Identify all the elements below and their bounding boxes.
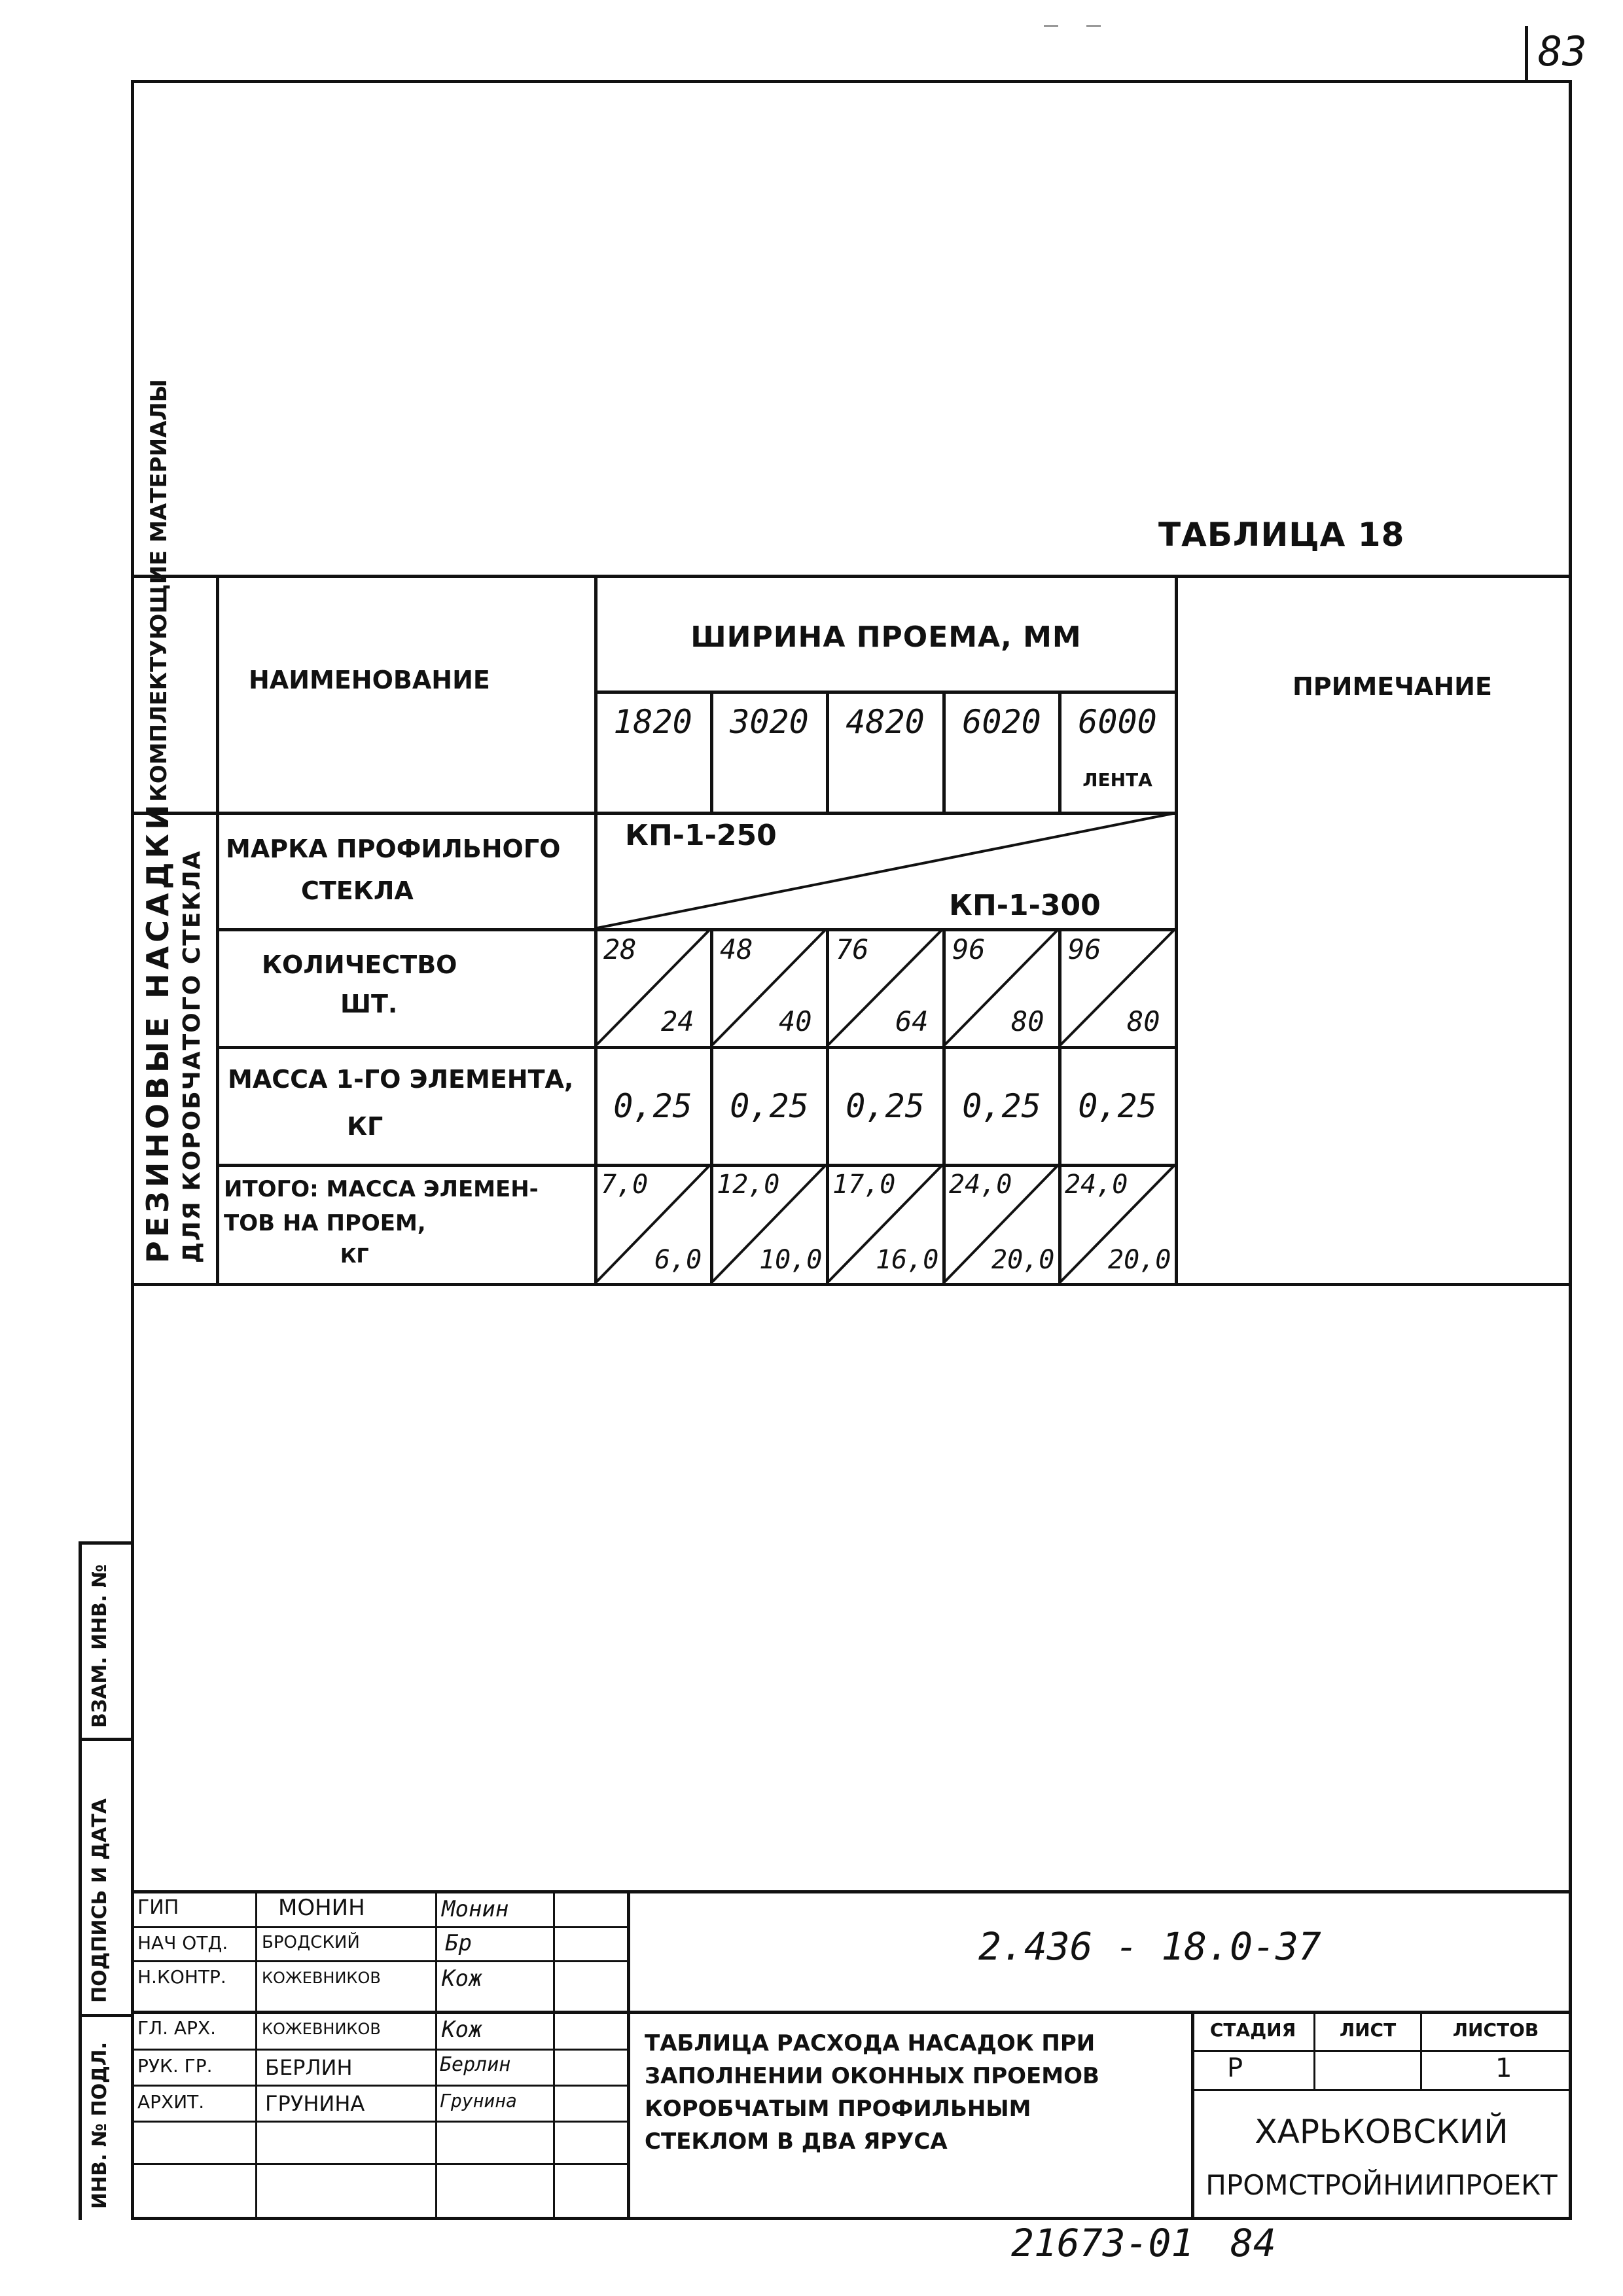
name-gl-arh: КОЖЕВНИКОВ bbox=[262, 2020, 381, 2038]
role-n-kontr: Н.КОНТР. bbox=[137, 1966, 226, 1988]
name-nach-otd: БРОДСКИЙ bbox=[262, 1933, 360, 1952]
row-mass-label-1: МАССА 1-ГО ЭЛЕМЕНТА, bbox=[228, 1065, 574, 1094]
row-mark-label-2: СТЕКЛА bbox=[301, 876, 414, 905]
mass-value-1: 0,25 bbox=[613, 1087, 692, 1125]
total-upper-4: 24,0 bbox=[949, 1170, 1012, 1200]
description-line-4: СТЕКЛОМ В ДВА ЯРУСА bbox=[645, 2128, 948, 2155]
header-width-4: 6020 bbox=[962, 703, 1041, 741]
signature-nach-otd: Бр bbox=[445, 1930, 472, 1956]
total-upper-2: 12,0 bbox=[717, 1170, 780, 1200]
signature-gip: Монин bbox=[442, 1896, 509, 1922]
header-width-5-sub: ЛЕНТА bbox=[1082, 769, 1152, 791]
sheets-value: 1 bbox=[1495, 2053, 1512, 2083]
name-ruk-gr: БЕРЛИН bbox=[265, 2055, 353, 2080]
stage-label: СТАДИЯ bbox=[1209, 2019, 1296, 2041]
mass-value-3: 0,25 bbox=[846, 1087, 925, 1125]
role-ruk-gr: РУК. ГР. bbox=[137, 2055, 213, 2077]
header-note-col: ПРИМЕЧАНИЕ bbox=[1293, 672, 1492, 701]
role-gip: ГИП bbox=[137, 1896, 179, 1919]
row-total-label-1: ИТОГО: МАССА ЭЛЕМЕН- bbox=[224, 1176, 539, 1202]
signature-arhit: Грунина bbox=[440, 2090, 518, 2111]
header-group-col: КОМПЛЕКТУЮЩИЕ МАТЕРИАЛЫ bbox=[146, 379, 172, 802]
row-mark-label-1: МАРКА ПРОФИЛЬНОГО bbox=[226, 834, 561, 863]
page-number: 83 bbox=[1538, 27, 1587, 75]
header-width-3: 4820 bbox=[846, 703, 925, 741]
total-upper-5: 24,0 bbox=[1065, 1170, 1128, 1200]
row-total-label-2: ТОВ НА ПРОЕМ, bbox=[224, 1210, 426, 1236]
name-arhit: ГРУНИНА bbox=[265, 2091, 365, 2116]
header-width-group: ШИРИНА ПРОЕМА, ММ bbox=[690, 620, 1082, 654]
org-line-1: ХАРЬКОВСКИЙ bbox=[1255, 2113, 1508, 2151]
row-mark-lower: КП-1-300 bbox=[949, 889, 1101, 922]
sheets-label: ЛИСТОВ bbox=[1452, 2019, 1539, 2041]
total-lower-3: 16,0 bbox=[876, 1245, 939, 1275]
qty-lower-3: 64 bbox=[895, 1005, 929, 1037]
group-label-1: РЕЗИНОВЫЕ НАСАДКИ bbox=[140, 800, 175, 1263]
signature-n-kontr: Кож bbox=[442, 1965, 482, 1992]
row-qty-label-2: ШТ. bbox=[340, 990, 398, 1018]
signature-gl-arh: Кож bbox=[442, 2017, 482, 2043]
qty-lower-2: 40 bbox=[779, 1005, 812, 1037]
org-line-2: ПРОМСТРОЙНИИПРОЕКТ bbox=[1205, 2169, 1558, 2201]
header-width-5: 6000 bbox=[1078, 703, 1157, 741]
name-n-kontr: КОЖЕВНИКОВ bbox=[262, 1969, 381, 1987]
row-mass-label-2: КГ bbox=[347, 1112, 383, 1141]
stage-value: Р bbox=[1227, 2053, 1243, 2083]
total-upper-3: 17,0 bbox=[832, 1170, 896, 1200]
header-width-2: 3020 bbox=[730, 703, 809, 741]
document-code: 2.436 - 18.0-37 bbox=[978, 1924, 1321, 1969]
total-upper-1: 7,0 bbox=[601, 1170, 649, 1200]
qty-lower-1: 24 bbox=[661, 1005, 694, 1037]
qty-upper-3: 76 bbox=[836, 933, 869, 965]
header-name-col: НАИМЕНОВАНИЕ bbox=[249, 666, 490, 694]
qty-upper-1: 28 bbox=[603, 933, 637, 965]
sheet-label: ЛИСТ bbox=[1339, 2019, 1397, 2041]
qty-upper-2: 48 bbox=[720, 933, 753, 965]
mass-value-2: 0,25 bbox=[730, 1087, 809, 1125]
name-gip: МОНИН bbox=[278, 1895, 365, 1921]
mass-value-4: 0,25 bbox=[962, 1087, 1041, 1125]
side-inv-podl: ИНВ. № ПОДЛ. bbox=[88, 2041, 111, 2209]
row-total-label-3: КГ bbox=[340, 1245, 369, 1268]
qty-lower-4: 80 bbox=[1011, 1005, 1044, 1037]
total-lower-1: 6,0 bbox=[654, 1245, 702, 1275]
total-lower-4: 20,0 bbox=[991, 1245, 1055, 1275]
role-gl-arh: ГЛ. АРХ. bbox=[137, 2017, 217, 2039]
qty-upper-4: 96 bbox=[952, 933, 986, 965]
role-nach-otd: НАЧ ОТД. bbox=[137, 1932, 228, 1954]
row-qty-label-1: КОЛИЧЕСТВО bbox=[262, 950, 457, 979]
qty-upper-5: 96 bbox=[1068, 933, 1101, 965]
qty-lower-5: 80 bbox=[1127, 1005, 1160, 1037]
side-vzam: ВЗАМ. ИНВ. № bbox=[88, 1564, 111, 1728]
description-line-1: ТАБЛИЦА РАСХОДА НАСАДОК ПРИ bbox=[645, 2030, 1096, 2056]
side-podpis: ПОДПИСЬ И ДАТА bbox=[88, 1798, 111, 2003]
group-label-2: ДЛЯ КОРОБЧАТОГО СТЕКЛА bbox=[179, 850, 205, 1263]
row-mark-upper: КП-1-250 bbox=[625, 819, 777, 852]
mass-value-5: 0,25 bbox=[1078, 1087, 1157, 1125]
table-caption: ТАБЛИЦА 18 bbox=[1158, 516, 1405, 554]
total-lower-5: 20,0 bbox=[1108, 1245, 1171, 1275]
description-line-2: ЗАПОЛНЕНИИ ОКОННЫХ ПРОЕМОВ bbox=[645, 2063, 1099, 2089]
header-width-1: 1820 bbox=[613, 703, 692, 741]
signature-ruk-gr: Берлин bbox=[440, 2053, 511, 2076]
total-lower-2: 10,0 bbox=[759, 1245, 823, 1275]
role-arhit: АРХИТ. bbox=[137, 2091, 205, 2113]
description-line-3: КОРОБЧАТЫМ ПРОФИЛЬНЫМ bbox=[645, 2096, 1031, 2122]
archive-number: 21673-01 bbox=[1011, 2221, 1194, 2265]
archive-sheet: 84 bbox=[1230, 2221, 1276, 2265]
